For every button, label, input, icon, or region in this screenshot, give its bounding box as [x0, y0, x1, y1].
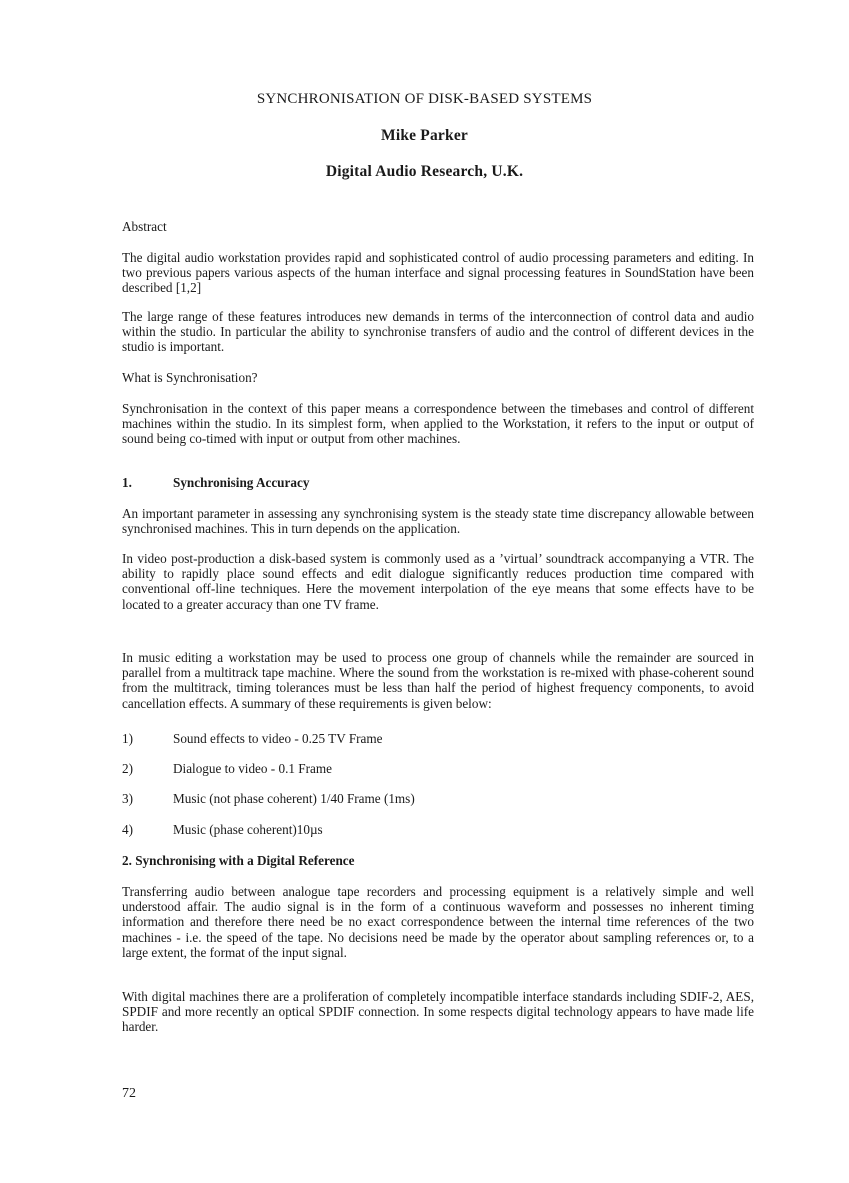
list-item-number: 2): [122, 761, 133, 776]
list-item-text: Dialogue to video - 0.1 Frame: [173, 761, 332, 776]
paper-affiliation: Digital Audio Research, U.K.: [325, 163, 524, 180]
paper-author: Mike Parker: [381, 127, 468, 144]
what-is-sync-paragraph: Synchronisation in the context of this paper means a correspondence between the timebases and control of different machines within the studio. In its simplest form, when applied to the Workstation, it refers to the input or output of sound being co-timed with input or output from other machines.: [122, 401, 754, 447]
section-2-paragraph-2: With digital machines there are a proliferation of completely incompatible interface standards including SDIF-2, AES, SPDIF and more recently an optical SPDIF connection. In some respects digital technology appears to have made life harder.: [122, 989, 754, 1035]
list-item-text: Music (phase coherent)10µs: [173, 822, 323, 837]
list-item-number: 1): [122, 731, 133, 746]
section-1-title: Synchronising Accuracy: [173, 475, 310, 490]
page-number: 72: [122, 1086, 136, 1101]
list-item-number: 4): [122, 822, 133, 837]
section-1-number: 1.: [122, 475, 132, 490]
list-item-number: 3): [122, 791, 133, 806]
what-is-sync-heading: What is Synchronisation?: [122, 370, 258, 385]
paper-title: SYNCHRONISATION OF DISK-BASED SYSTEMS: [256, 91, 593, 107]
section-2-heading: 2. Synchronising with a Digital Reference: [122, 853, 355, 868]
section-2-paragraph-1: Transferring audio between analogue tape recorders and processing equipment is a relatively simple and well understood affair. The audio signal is in the form of a continuous waveform and possesses no inherent timing information and therefore there need be no exact correspondence between the internal time references of the two machines - i.e. the speed of the tape. No decisions need be made by the operator about sampling references or, to a large extent, the format of the input signal.: [122, 884, 754, 960]
abstract-paragraph-2: The large range of these features introduces new demands in terms of the interconnection of control data and audio within the studio. In particular the ability to synchronise transfers of audio and the control of different devices in the studio is important.: [122, 309, 754, 355]
list-item-text: Sound effects to video - 0.25 TV Frame: [173, 731, 383, 746]
section-1-paragraph-3: In music editing a workstation may be used to process one group of channels while the remainder are sourced in parallel from a multitrack tape machine. Where the sound from the workstation is re-mixed with phase-coherent sound from the multitrack, timing tolerances must be less than half the period of highest frequency components, to avoid cancellation effects. A summary of these requirements is given below:: [122, 650, 754, 711]
section-1-paragraph-2: In video post-production a disk-based system is commonly used as a ’virtual’ soundtrack accompanying a VTR. The ability to rapidly place sound effects and edit dialogue significantly reduces production time compared with conventional off-line techniques. Here the movement interpolation of the eye means that some effects have to be located to a greater accuracy than one TV frame.: [122, 551, 754, 612]
abstract-heading: Abstract: [122, 219, 167, 234]
list-item-text: Music (not phase coherent) 1/40 Frame (1ms): [173, 791, 415, 806]
abstract-paragraph-1: The digital audio workstation provides rapid and sophisticated control of audio processing parameters and editing. In two previous papers various aspects of the human interface and signal processing features in SoundStation have been described [1,2]: [122, 250, 754, 296]
section-1-paragraph-1: An important parameter in assessing any synchronising system is the steady state time discrepancy allowable between synchronised machines. This in turn depends on the application.: [122, 506, 754, 537]
